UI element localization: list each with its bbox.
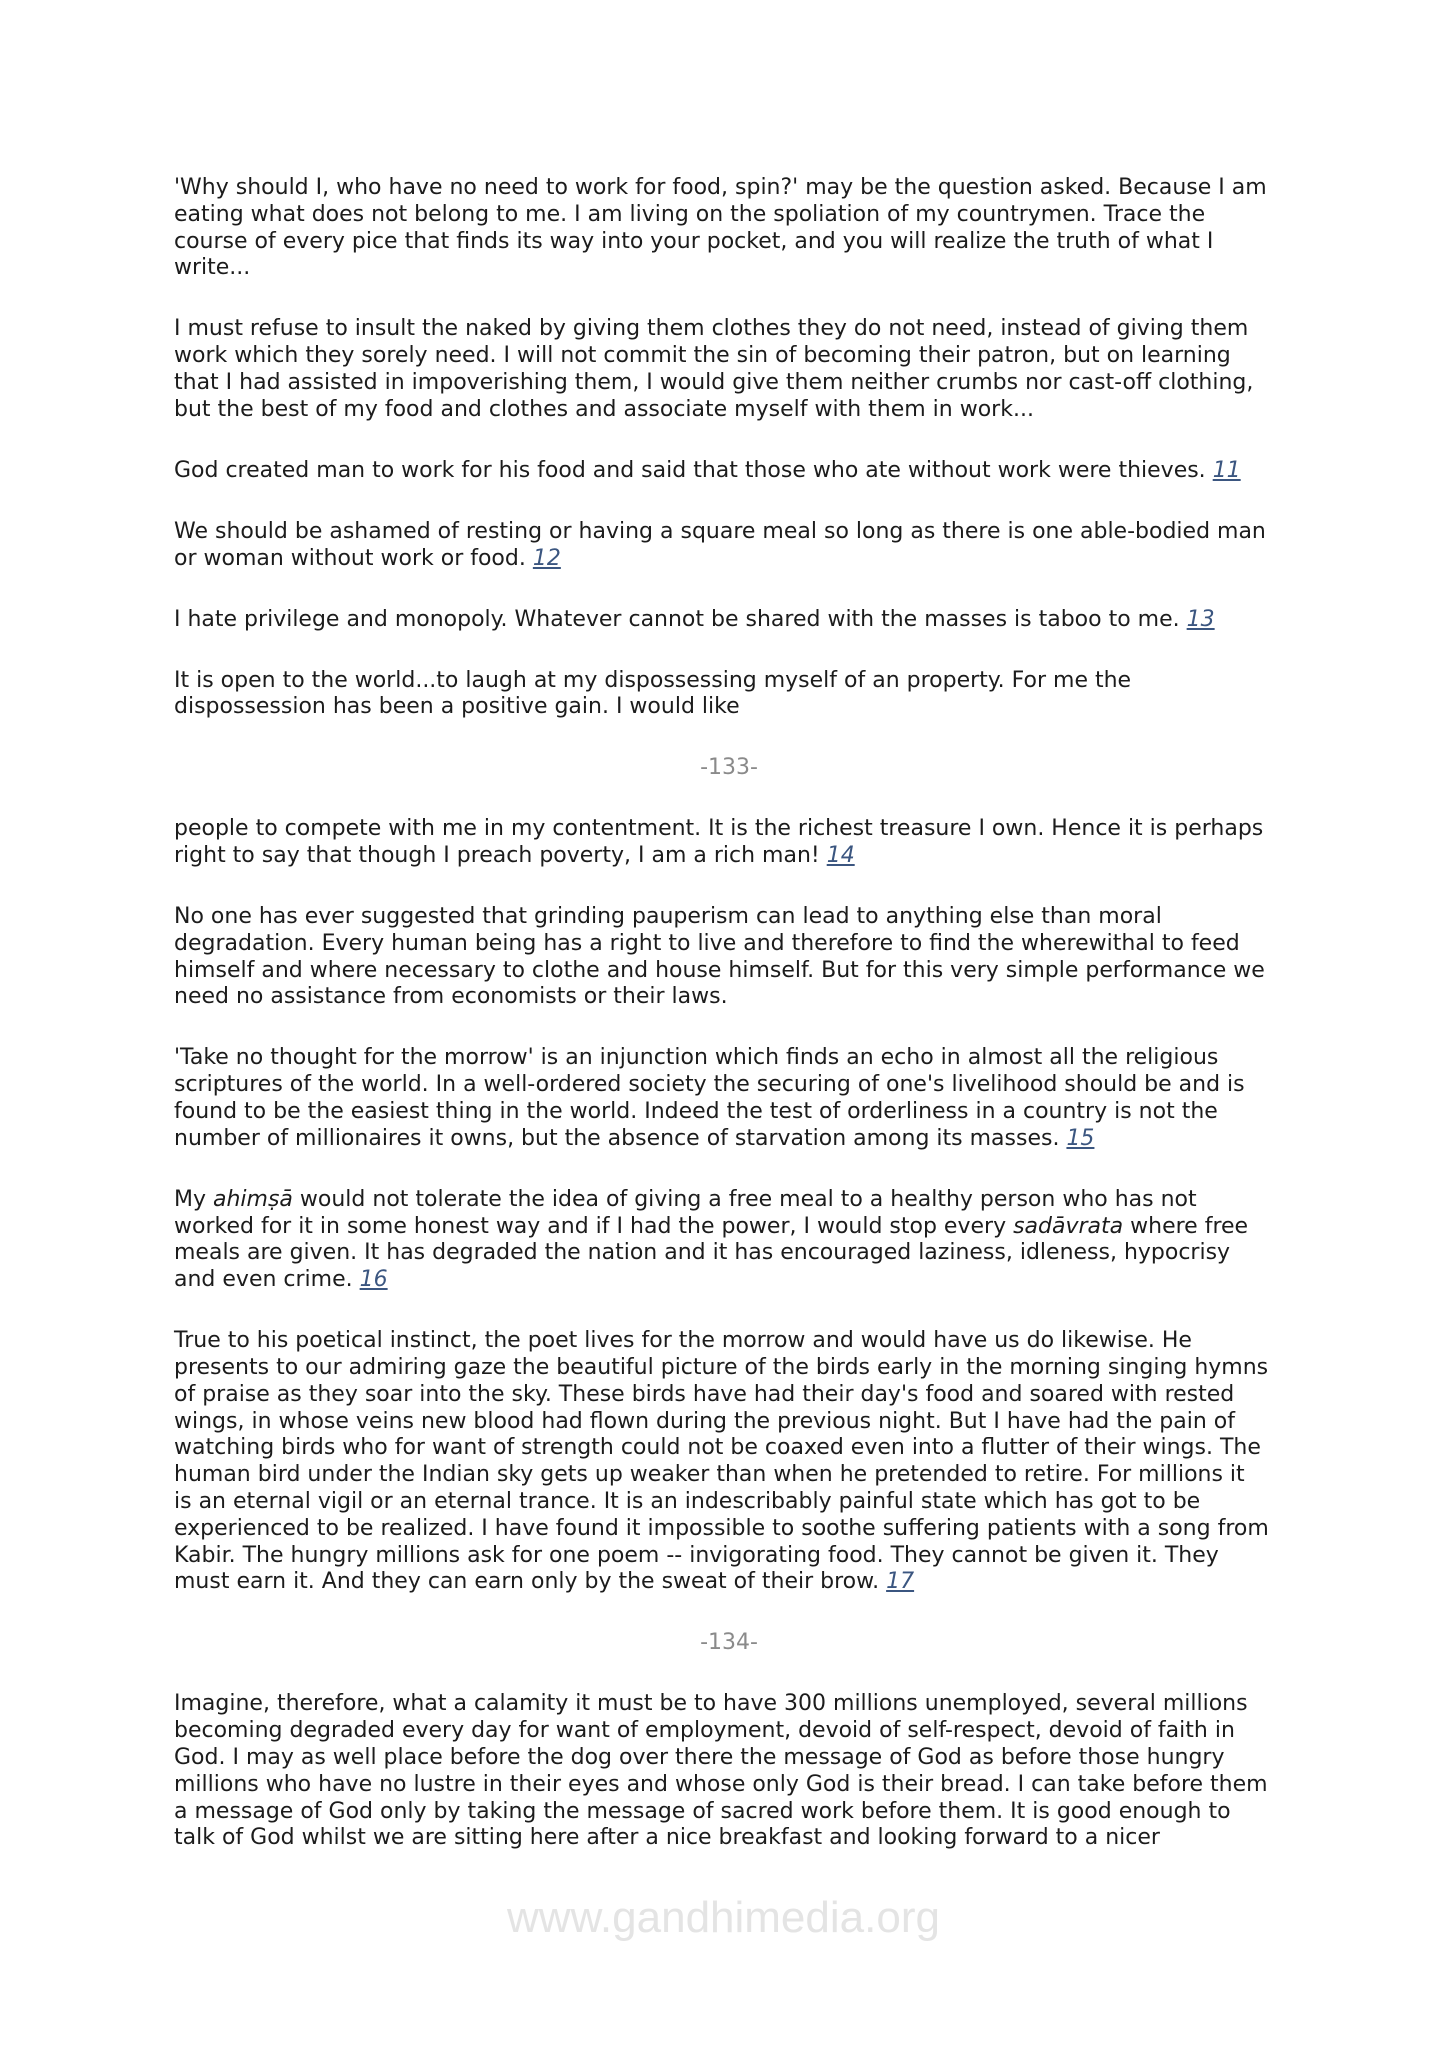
text-line: No one has ever suggested that grinding pauperism can lead to anything else than moral: [174, 904, 1162, 930]
text-line: [174, 843, 1284, 870]
text-line: wings, in whose veins new blood had flown during the previous night. But I have had the pain of: [174, 1408, 1235, 1434]
paragraph: [174, 1187, 1284, 1294]
line-text: would not tolerate the idea of giving a free meal to a healthy person who has not: [292, 1186, 1197, 1212]
paragraph: [174, 1328, 1284, 1596]
line-text: must earn it. And they can earn only by the sweat of their brow.: [174, 1569, 880, 1595]
text-line: [174, 546, 1284, 573]
paragraph: [174, 668, 1284, 722]
paragraph: [174, 816, 1284, 870]
text-line: 'Take no thought for the morrow' is an injunction which finds an echo in almost all the religious: [174, 1045, 1219, 1071]
line-text: or woman without work or food.: [174, 545, 526, 571]
text-line: found to be the easiest thing in the world. Indeed the test of orderliness in a country is not the: [174, 1099, 1218, 1125]
text-line: experienced to be realized. I have found it impossible to soothe suffering patients with a song from: [174, 1515, 1269, 1541]
line-text: where free: [1123, 1213, 1249, 1239]
paragraph: [174, 607, 1284, 634]
text-line: course of every pice that finds its way into your pocket, and you will realize the truth of what I: [174, 228, 1214, 254]
text-line: [174, 1569, 1284, 1596]
text-line: [174, 1267, 1284, 1294]
footnote-link[interactable]: 17: [886, 1569, 915, 1595]
text-line: eating what does not belong to me. I am living on the spoliation of my countrymen. Trace the: [174, 201, 1206, 227]
text-line: is an eternal vigil or an eternal trance. It is an indescribably painful state which has got to be: [174, 1488, 1201, 1514]
footnote-link[interactable]: 12: [532, 545, 561, 571]
text-line: becoming degraded every day for want of employment, devoid of self-respect, devoid of faith in: [174, 1718, 1235, 1744]
text-line: of praise as they soar into the sky. These birds have had their day's food and soared with rested: [174, 1381, 1235, 1407]
paragraph: [174, 1691, 1284, 1852]
page-number: -134-: [700, 1630, 758, 1656]
line-text: right to say that though I preach poverty, I am a rich man!: [174, 843, 820, 869]
italic-term: sadāvrata: [1013, 1213, 1124, 1239]
text-line: presents to our admiring gaze the beautiful picture of the birds early in the morning singing hymns: [174, 1354, 1269, 1380]
text-line: millions who have no lustre in their eyes and whose only God is their bread. I can take before them: [174, 1771, 1268, 1797]
line-text: and even crime.: [174, 1267, 353, 1293]
text-line: [174, 607, 1284, 634]
text-line: I must refuse to insult the naked by giving them clothes they do not need, instead of giving them: [174, 316, 1249, 342]
text-line: write...: [174, 255, 251, 281]
text-line: God. I may as well place before the dog over there the message of God as before those hungry: [174, 1744, 1225, 1770]
line-text: My: [174, 1186, 213, 1212]
text-line: Kabir. The hungry millions ask for one poem -- invigorating food. They cannot be given it. They: [174, 1542, 1219, 1568]
footnote-link[interactable]: 13: [1186, 606, 1215, 632]
text-line: human bird under the Indian sky gets up weaker than when he pretended to retire. For millions it: [174, 1462, 1245, 1488]
text-line: True to his poetical instinct, the poet lives for the morrow and would have us do likewise. He: [174, 1328, 1192, 1354]
text-line: degradation. Every human being has a right to live and therefore to find the wherewithal to feed: [174, 930, 1240, 956]
line-text: I hate privilege and monopoly. Whatever cannot be shared with the masses is taboo to me.: [174, 606, 1180, 632]
watermark: www.gandhimedia.org: [507, 1893, 940, 1942]
page-number: -133-: [700, 755, 758, 781]
text-line: work which they sorely need. I will not commit the sin of becoming their patron, but on learning: [174, 343, 1231, 369]
paragraph: [174, 1045, 1284, 1152]
footnote-link[interactable]: 11: [1212, 457, 1241, 483]
text-line: dispossession has been a positive gain. I would like: [174, 694, 740, 720]
text-line: meals are given. It has degraded the nation and it has encouraged laziness, idleness, hypocrisy: [174, 1240, 1231, 1266]
line-text: number of millionaires it owns, but the absence of starvation among its masses.: [174, 1125, 1060, 1151]
text-line: that I had assisted in impoverishing them, I would give them neither crumbs nor cast-off clothing,: [174, 369, 1254, 395]
text-line: but the best of my food and clothes and associate myself with them in work...: [174, 396, 1034, 422]
text-line: [174, 1214, 1284, 1241]
line-text: worked for it in some honest way and if I had the power, I would stop every: [174, 1213, 1014, 1239]
document-body: [174, 175, 1284, 1886]
text-line: Imagine, therefore, what a calamity it must be to have 300 millions unemployed, several millions: [174, 1691, 1248, 1717]
paragraph: [174, 904, 1284, 1011]
text-line: We should be ashamed of resting or having a square meal so long as there is one able-bodied man: [174, 518, 1266, 544]
text-line: watching birds who for want of strength could not be coaxed even into a flutter of their wings. The: [174, 1435, 1261, 1461]
text-line: [174, 458, 1284, 485]
paragraph: [174, 519, 1284, 573]
text-line: 'Why should I, who have no need to work for food, spin?' may be the question asked. Because I am: [174, 175, 1267, 200]
footnote-link[interactable]: 16: [359, 1267, 388, 1293]
line-text: God created man to work for his food and said that those who ate without work were thieves.: [174, 457, 1206, 483]
paragraph: [174, 175, 1284, 282]
paragraph: [174, 316, 1284, 423]
text-line: need no assistance from economists or their laws.: [174, 984, 728, 1010]
text-line: scriptures of the world. In a well-ordered society the securing of one's livelihood should be and is: [174, 1072, 1245, 1098]
text-line: [174, 1126, 1284, 1153]
text-line: talk of God whilst we are sitting here after a nice breakfast and looking forward to a nicer: [174, 1825, 1160, 1851]
text-line: [174, 1187, 1284, 1214]
paragraph: [174, 458, 1284, 485]
footnote-link[interactable]: 14: [826, 843, 855, 869]
text-line: people to compete with me in my contentment. It is the richest treasure I own. Hence it is perhaps: [174, 816, 1264, 842]
text-line: a message of God only by taking the message of sacred work before them. It is good enough to: [174, 1798, 1231, 1824]
footnote-link[interactable]: 15: [1066, 1125, 1095, 1151]
text-line: himself and where necessary to clothe and house himself. But for this very simple performance we: [174, 957, 1265, 983]
italic-term: ahimṣā: [213, 1186, 293, 1212]
text-line: It is open to the world...to laugh at my dispossessing myself of an property. For me the: [174, 667, 1132, 693]
